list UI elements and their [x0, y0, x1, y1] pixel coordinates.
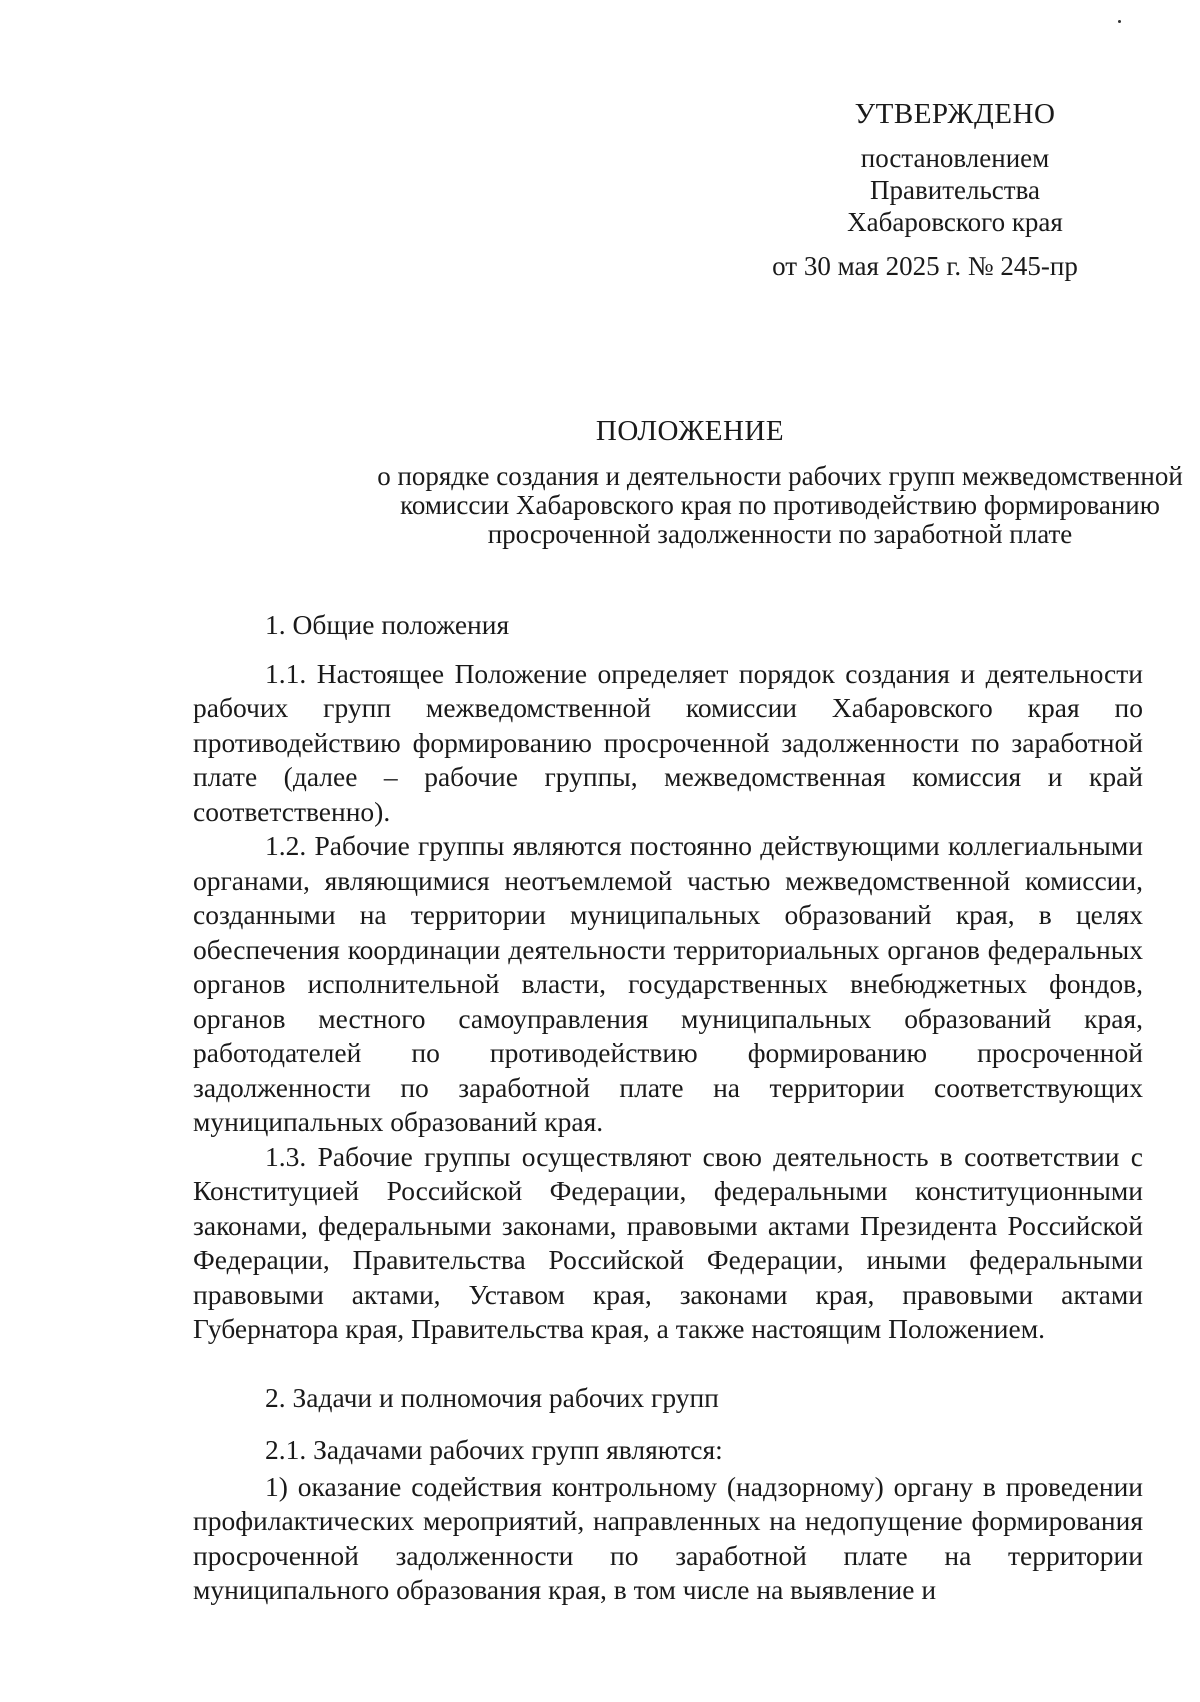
document-heading	[190, 415, 1183, 549]
approval-date-line: от 30 мая 2025 г. № 245-пр	[772, 251, 1078, 281]
approval-line-2: Правительства	[870, 175, 1040, 205]
approval-stamp-block	[772, 98, 1120, 282]
approval-title: УТВЕРЖДЕНО	[854, 98, 1056, 130]
paragraph-2-1: 2.1. Задачами рабочих групп являются:	[265, 1434, 723, 1465]
document-subtitle: о порядке создания и деятельности рабочих групп межведомственной комиссии Хабаровского края по противодействию формированию просроченной задолженности по заработной плате	[377, 461, 1183, 549]
paragraph-1-2: 1.2. Рабочие группы являются постоянно действующими коллегиальными органами, являющимися неотъемлемой частью межведомственной комиссии, созданными на территории муниципальных образований края, в целях обеспечения координации деятельности территориальных органов федеральных органов исполнительной власти, государственных внебюджетных фондов, органов местного самоуправления муниципальных образований края, работодателей по противодействию формированию просроченной задолженности по заработной плате на территории соответствующих муниципальных образований края.	[193, 830, 1143, 1137]
document-name: ПОЛОЖЕНИЕ	[595, 415, 785, 447]
section-2-title: 2. Задачи и полномочия рабочих групп	[265, 1381, 719, 1413]
section-1-title: 1. Общие положения	[265, 609, 510, 640]
paragraph-2-1-item-1: 1) оказание содействия контрольному (надзорному) органу в проведении профилактических мероприятий, направленных на недопущение формирования просроченной задолженности по заработной плате на территории муниципального образования края, в том числе на выявление и	[193, 1470, 1143, 1605]
approval-line-1: постановлением	[860, 143, 1050, 173]
paragraph-1-1: 1.1. Настоящее Положение определяет порядок создания и деятельности рабочих групп межведомственной комиссии Хабаровского края по противодействию формированию просроченной задолженности по заработной плате (далее – рабочие группы, межведомственная комиссия и край соответственно).	[193, 657, 1143, 827]
document-body	[193, 608, 1143, 1608]
paragraph-1-3: 1.3. Рабочие группы осуществляют свою деятельность в соответствии с Конституцией Российской Федерации, федеральными конституционными законами, федеральными законами, правовыми актами Президента Российской Федерации, Правительства Российской Федерации, иными федеральными правовыми актами, Уставом края, законами края, правовыми актами Губернатора края, Правительства края, а также настоящим Положением.	[193, 1140, 1143, 1344]
approval-line-3: Хабаровского края	[847, 207, 1063, 237]
scan-speck	[1118, 20, 1121, 23]
